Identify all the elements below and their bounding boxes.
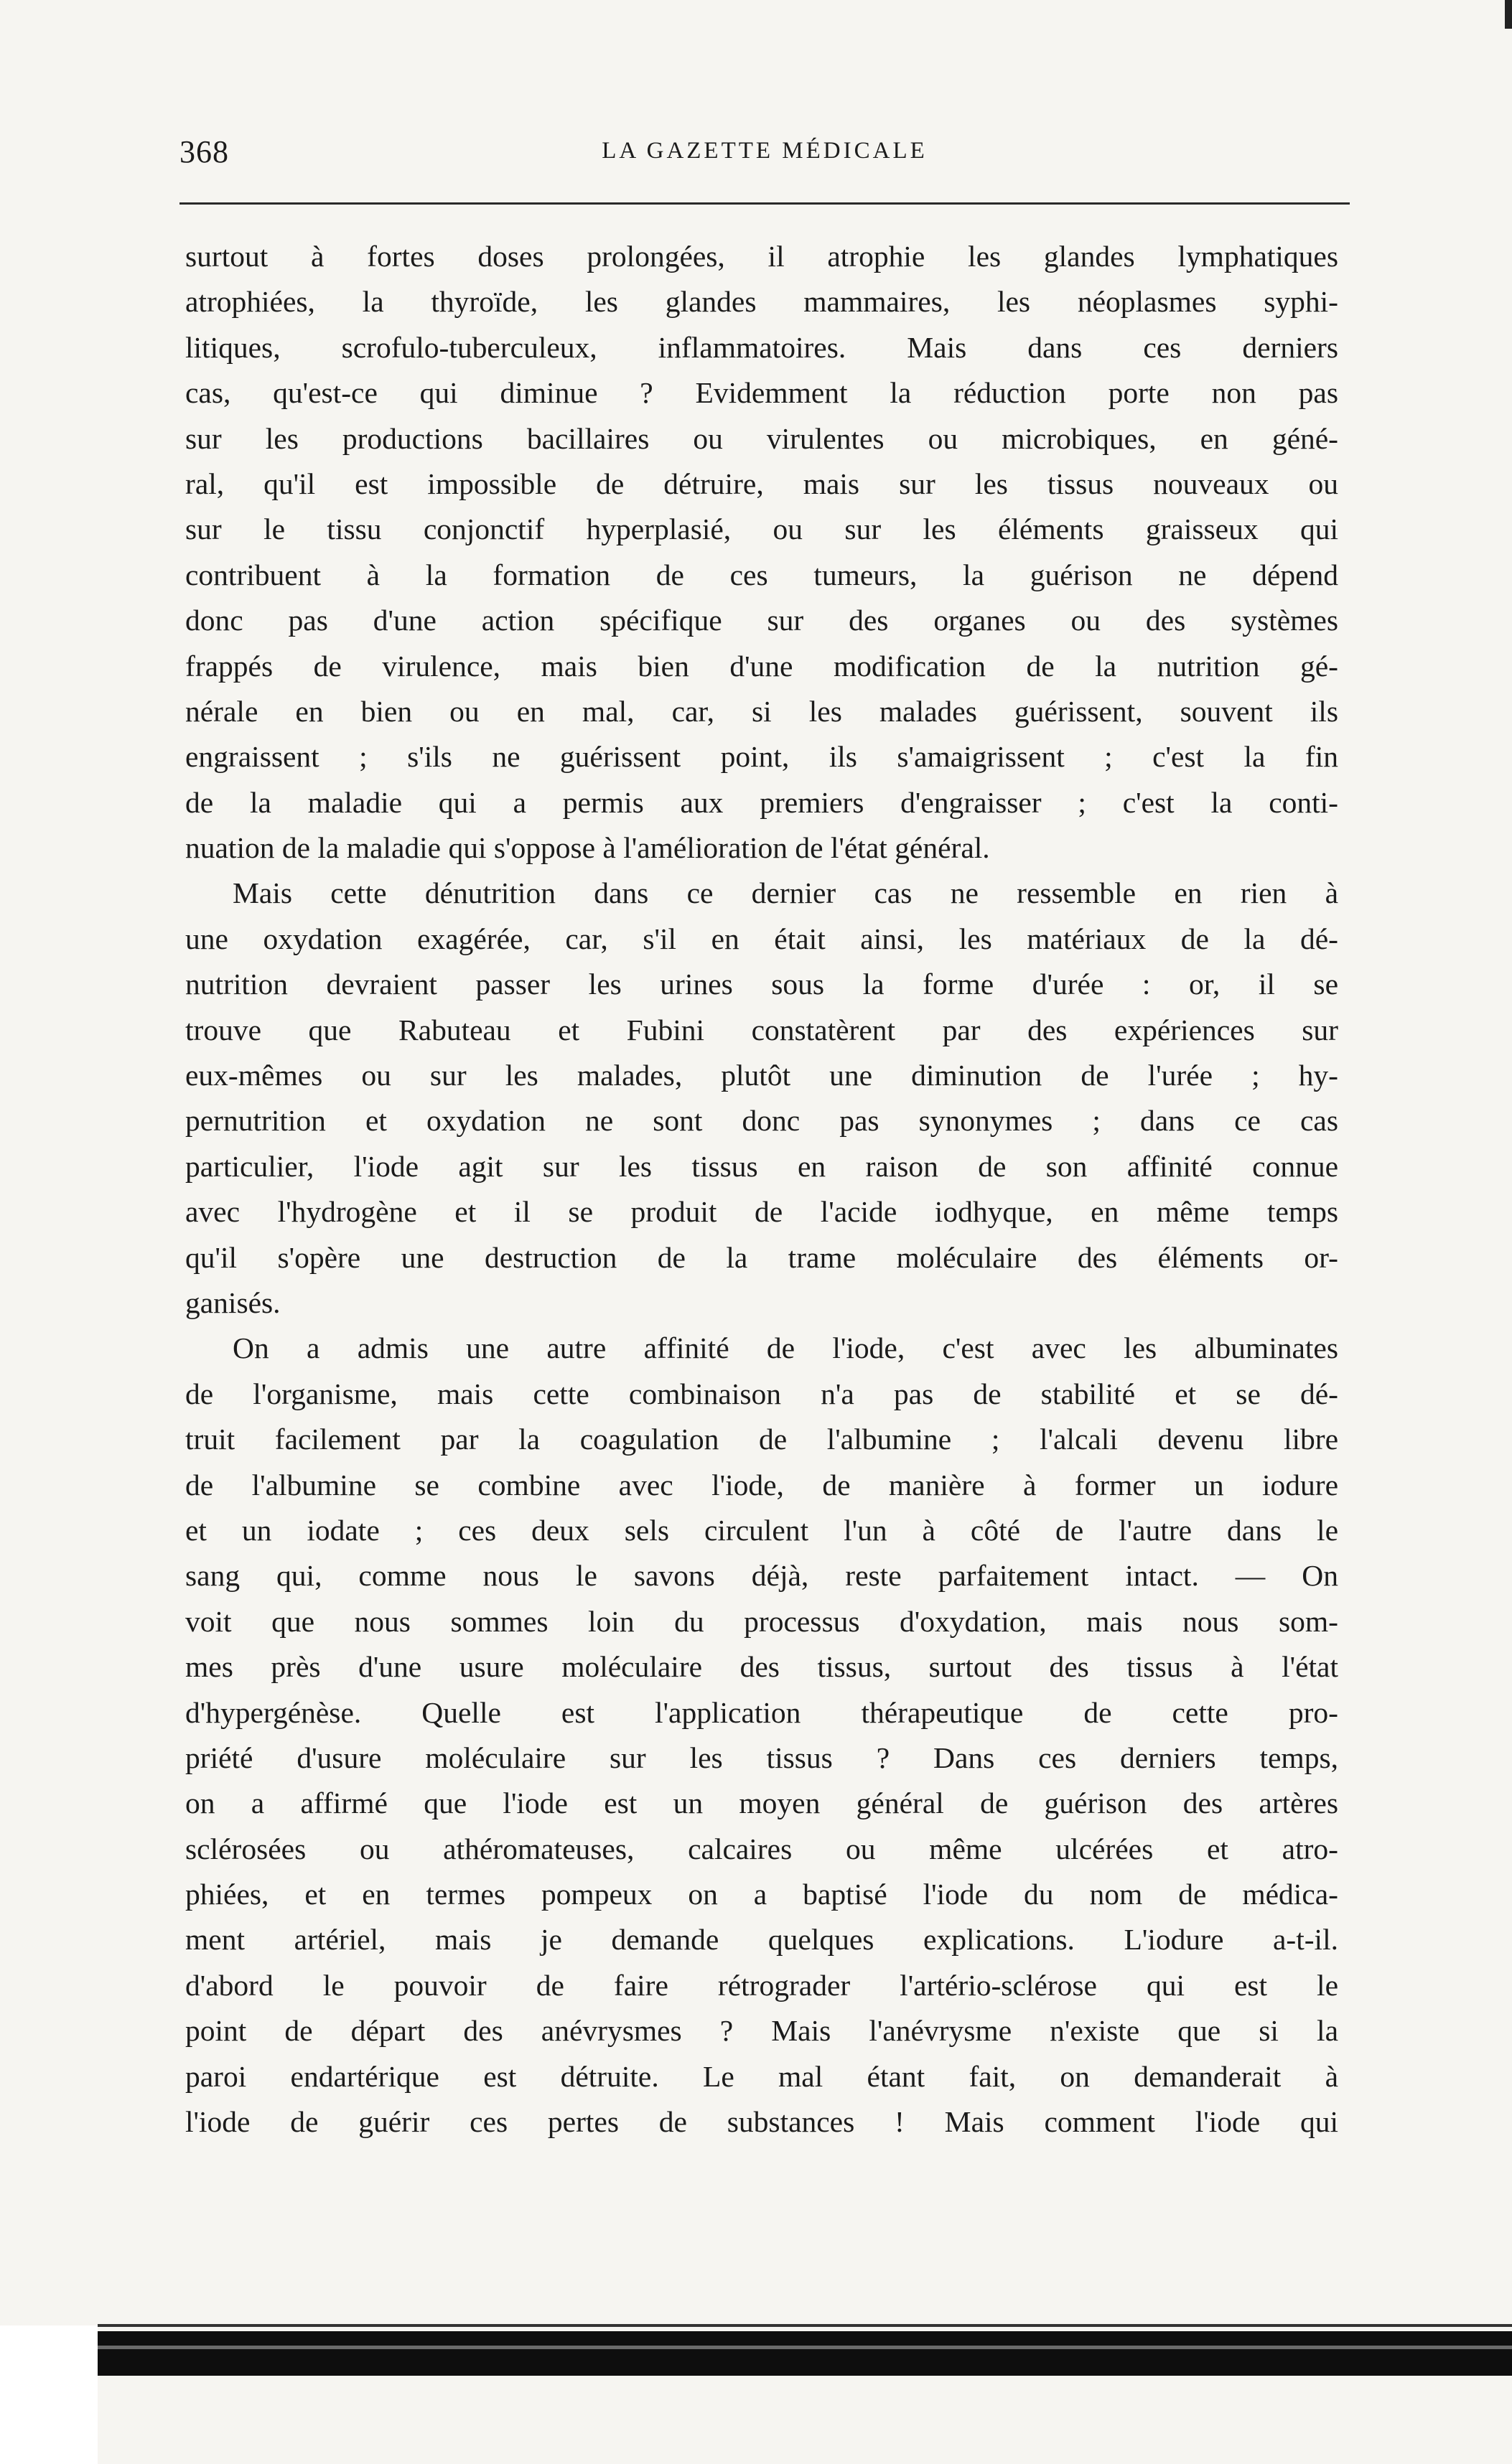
text-line: ral, qu'il est impossible de détruire, mais sur les tissus nouveaux ou: [185, 467, 1338, 500]
page-header: [179, 133, 1350, 177]
scan-edge-mark: [1505, 0, 1512, 29]
text-line: de l'albumine se combine avec l'iode, de manière à former un iodure: [185, 1468, 1338, 1502]
text-line: d'abord le pouvoir de faire rétrograder l'artério-sclérose qui est le: [185, 1968, 1338, 2002]
text-line: sur le tissu conjonctif hyperplasié, ou sur les éléments graisseux qui: [185, 512, 1338, 546]
page-edge: [0, 2325, 98, 2464]
text-line: de l'organisme, mais cette combinaison n'a pas de stabilité et se dé-: [185, 1377, 1338, 1410]
running-title: LA GAZETTE MÉDICALE: [602, 138, 928, 164]
text-line: sang qui, comme nous le savons déjà, reste parfaitement intact. — On: [185, 1559, 1338, 1593]
text-line: sclérosées ou athéromateuses, calcaires ou même ulcérées et atro-: [185, 1832, 1338, 1865]
text-line: l'iode de guérir ces pertes de substances ! Mais comment l'iode qui: [185, 2105, 1338, 2139]
text-line: une oxydation exagérée, car, s'il en était ainsi, les matériaux de la dé-: [185, 922, 1338, 955]
text-line: mes près d'une usure moléculaire des tissus, surtout des tissus à l'état: [185, 1650, 1338, 1684]
text-line: ganisés.: [185, 1285, 281, 1319]
body-text: [185, 234, 1338, 2145]
text-line: avec l'hydrogène et il se produit de l'acide iodhyque, en même temps: [185, 1195, 1338, 1229]
text-line: engraissent ; s'ils ne guérissent point, ils s'amaigrissent ; c'est la fin: [185, 740, 1338, 774]
text-line: sur les productions bacillaires ou virulentes ou microbiques, en géné-: [185, 421, 1338, 455]
text-line: Mais cette dénutrition dans ce dernier cas ne ressemble en rien à: [233, 876, 1338, 910]
text-line: ment artériel, mais je demande quelques explications. L'iodure a-t-il.: [185, 1923, 1338, 1957]
text-line: trouve que Rabuteau et Fubini constatèrent par des expériences sur: [185, 1013, 1338, 1046]
text-line: nuation de la maladie qui s'oppose à l'amélioration de l'état général.: [185, 831, 990, 865]
text-line: cas, qu'est-ce qui diminue ? Evidemment la réduction porte non pas: [185, 376, 1338, 410]
text-line: nérale en bien ou en mal, car, si les malades guérissent, souvent ils: [185, 694, 1338, 728]
text-line: eux-mêmes ou sur les malades, plutôt une diminution de l'urée ; hy-: [185, 1059, 1338, 1092]
text-line: particulier, l'iode agit sur les tissus en raison de son affinité connue: [185, 1149, 1338, 1183]
text-line: contribuent à la formation de ces tumeurs, la guérison ne dépend: [185, 558, 1338, 591]
text-line: On a admis une autre affinité de l'iode, c'est avec les albuminates: [233, 1331, 1338, 1365]
text-line: paroi endartérique est détruite. Le mal étant fait, on demanderait à: [185, 2059, 1338, 2093]
text-line: pernutrition et oxydation ne sont donc pas synonymes ; dans ce cas: [185, 1104, 1338, 1138]
scan-bottom-band: [98, 2331, 1512, 2376]
text-line: priété d'usure moléculaire sur les tissus ? Dans ces derniers temps,: [185, 1741, 1338, 1774]
text-line: d'hypergénèse. Quelle est l'application thérapeutique de cette pro-: [185, 1695, 1338, 1729]
header-rule: [179, 202, 1350, 205]
text-line: et un iodate ; ces deux sels circulent l'un à côté de l'autre dans le: [185, 1513, 1338, 1547]
text-line: donc pas d'une action spécifique sur des organes ou des systèmes: [185, 604, 1338, 637]
text-line: phiées, et en termes pompeux on a baptisé l'iode du nom de médica-: [185, 1878, 1338, 1911]
text-line: frappés de virulence, mais bien d'une modification de la nutrition gé-: [185, 649, 1338, 683]
text-line: nutrition devraient passer les urines sous la forme d'urée : or, il se: [185, 968, 1338, 1001]
text-line: truit facilement par la coagulation de l'albumine ; l'alcali devenu libre: [185, 1423, 1338, 1456]
text-line: voit que nous sommes loin du processus d'oxydation, mais nous som-: [185, 1604, 1338, 1638]
text-line: on a affirmé que l'iode est un moyen général de guérison des artères: [185, 1786, 1338, 1820]
text-line: point de départ des anévrysmes ? Mais l'anévrysme n'existe que si la: [185, 2014, 1338, 2048]
text-line: surtout à fortes doses prolongées, il atrophie les glandes lymphatiques: [185, 240, 1338, 273]
text-line: qu'il s'opère une destruction de la trame moléculaire des éléments or-: [185, 1240, 1338, 1274]
page-number: 368: [179, 134, 229, 169]
text-line: litiques, scrofulo-tuberculeux, inflammatoires. Mais dans ces derniers: [185, 330, 1338, 364]
text-line: de la maladie qui a permis aux premiers d'engraisser ; c'est la conti-: [185, 785, 1338, 819]
text-line: atrophiées, la thyroïde, les glandes mammaires, les néoplasmes syphi-: [185, 285, 1338, 319]
